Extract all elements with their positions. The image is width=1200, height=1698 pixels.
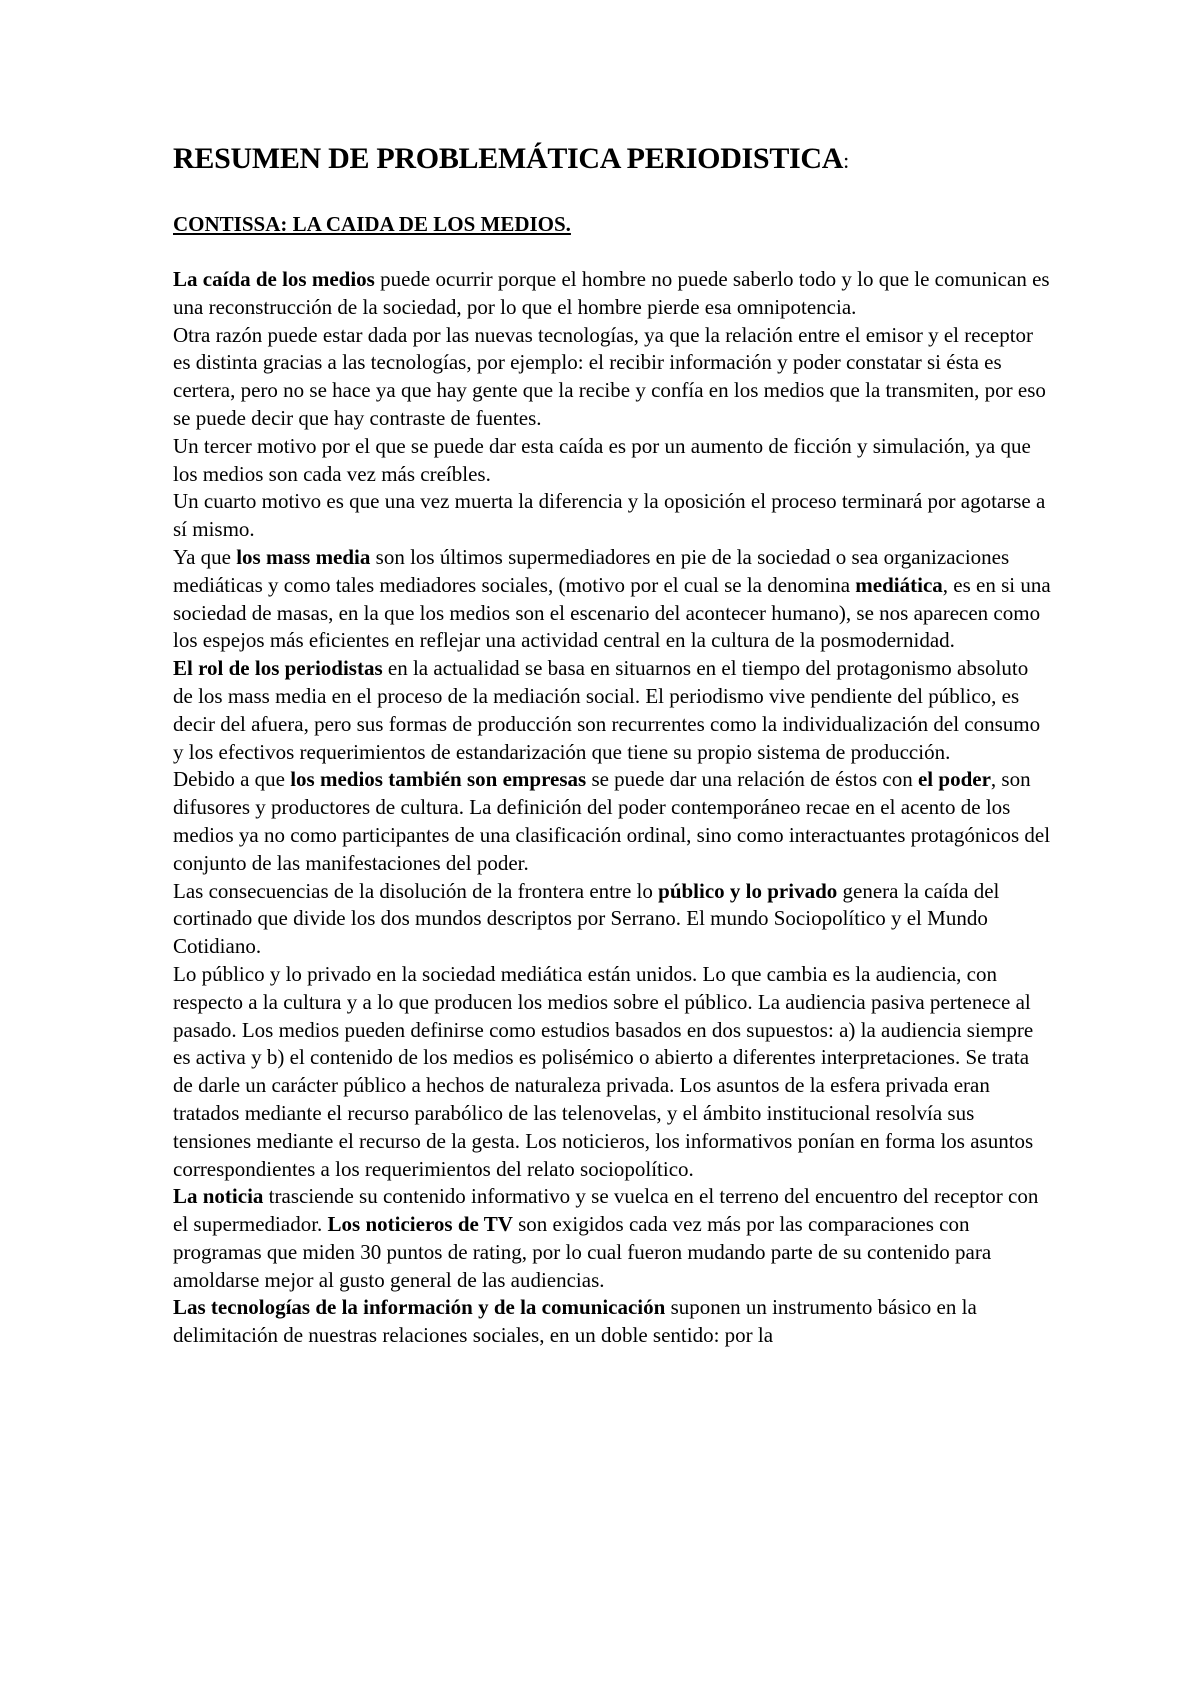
paragraph-text: Otra razón puede estar dada por las nuevas tecnologías, ya que la relación entre el emisor y el receptor es distinta gracias a las tecnologías, por ejemplo: el recibir información y poder constatar si ésta es certera, pero no se hace ya que hay gente que la recibe y confía en los medios que la transmiten, por eso se puede decir que hay contraste de fuentes.: [173, 322, 1046, 430]
bold-term: mediática: [855, 572, 943, 597]
paragraph-text: Ya que: [173, 544, 237, 569]
paragraph-text: trasciende su contenido informativo y se vuelca en el terreno del encuentro del receptor con el supermediador.: [173, 1184, 1039, 1237]
paragraph-text: Un cuarto motivo es que una vez muerta la diferencia y la oposición el proceso terminará por agotarse a sí mismo.: [173, 489, 1046, 542]
paragraph-tercer-motivo: [173, 433, 1053, 489]
paragraph-text: puede ocurrir porque el hombre no puede saberlo todo y lo que le comunican es una reconstrucción de la sociedad, por lo que el hombre pierde esa omnipotencia.: [173, 267, 1050, 319]
paragraph-cuarto-motivo: [173, 488, 1053, 544]
paragraph-rol-periodistas: [173, 655, 1053, 766]
bold-term: los mass media: [236, 544, 371, 569]
paragraph-text: son los últimos supermediadores en pie de la sociedad o sea organizaciones mediáticas y como tales mediadores sociales, (motivo por el cual se la denomina: [173, 544, 1010, 597]
bold-term: Los noticieros de TV: [327, 1212, 513, 1237]
bold-term: los medios también son empresas: [290, 767, 587, 792]
paragraph-noticia: [173, 1183, 1053, 1294]
document-body: [173, 266, 1053, 1350]
bold-term: el poder: [917, 767, 991, 792]
paragraph-text: en la actualidad se basa en situarnos en el tiempo del protagonismo absoluto de los mass media en el proceso de la mediación social. El periodismo vive pendiente del público, es decir del afuera, pero sus formas de producción son recurrentes como la individualización del consumo y los efectivos requerimientos de estandarización que tiene su propio sistema de producción.: [173, 656, 1041, 764]
bold-term: El rol de los periodistas: [173, 656, 383, 681]
paragraph-tic: [173, 1294, 1053, 1350]
bold-term: público y lo privado: [658, 878, 838, 903]
document-title-colon: :: [843, 148, 849, 173]
paragraph-text: , es en si una sociedad de masas, en la que los medios son el escenario del acontecer humano), se nos aparecen como los espejos más eficientes en reflejar una actividad central en la cultura de la posmodernidad.: [173, 572, 1051, 653]
section-heading: CONTISSA: LA CAIDA DE LOS MEDIOS.: [173, 212, 571, 236]
paragraph-text: son exigidos cada vez más por las comparaciones con programas que miden 30 puntos de rating, por lo cual fueron mudando parte de su contenido para amoldarse mejor al gusto general de las audiencias.: [173, 1212, 992, 1292]
bold-term: Las tecnologías de la información y de la comunicación: [173, 1295, 666, 1320]
paragraph-text: Debido a que: [173, 767, 291, 792]
paragraph-text: Un tercer motivo por el que se puede dar esta caída es por un aumento de ficción y simulación, ya que los medios son cada vez más creíbles.: [173, 433, 1031, 486]
document-title: [173, 142, 849, 176]
paragraph-medios-empresas: [173, 766, 1053, 877]
paragraph-text: , son difusores y productores de cultura. La definición del poder contemporáneo recae en el acento de los medios ya no como participantes de una clasificación ordinal, sino como interactuantes protagónicos del conjunto de las manifestaciones del poder.: [173, 767, 1051, 875]
paragraph-text: Las consecuencias de la disolución de la frontera entre lo: [173, 878, 659, 903]
paragraph-text: suponen un instrumento básico en la delimitación de nuestras relaciones sociales, en un doble sentido: por la: [173, 1295, 977, 1348]
document-title-text: RESUMEN DE PROBLEMÁTICA PERIODISTICA: [173, 142, 844, 175]
paragraph-text: Lo público y lo privado en la sociedad mediática están unidos. Lo que cambia es la audiencia, con respecto a la cultura y a lo que producen los medios sobre el público. La audiencia pasiva pertenece al pasado. Los medios pueden definirse como estudios basados en dos supuestos: a) la audiencia siempre es activa y b) el contenido de los medios es polisémico o abierto a diferentes interpretaciones. Se trata de darle un carácter público a hechos de naturaleza privada. Los asuntos de la esfera privada eran tratados mediante el recurso parabólico de las telenovelas, y el ámbito institucional resolvía sus tensiones mediante el recurso de la gesta. Los noticieros, los informativos ponían en forma los asuntos correspondientes a los requerimientos del relato sociopolítico.: [173, 961, 1034, 1181]
paragraph-caida-medios: [173, 266, 1053, 322]
bold-term: La caída de los medios: [173, 267, 375, 291]
bold-term: La noticia: [173, 1184, 264, 1209]
paragraph-publico-privado: [173, 878, 1053, 961]
paragraph-tecnologias: [173, 322, 1053, 433]
paragraph-mass-media: [173, 544, 1053, 655]
paragraph-text: genera la caída del cortinado que divide los dos mundos descriptos por Serrano. El mundo Sociopolítico y el Mundo Cotidiano.: [173, 878, 1000, 959]
paragraph-sociedad-mediatica: [173, 961, 1053, 1183]
paragraph-text: se puede dar una relación de éstos con: [586, 767, 918, 792]
